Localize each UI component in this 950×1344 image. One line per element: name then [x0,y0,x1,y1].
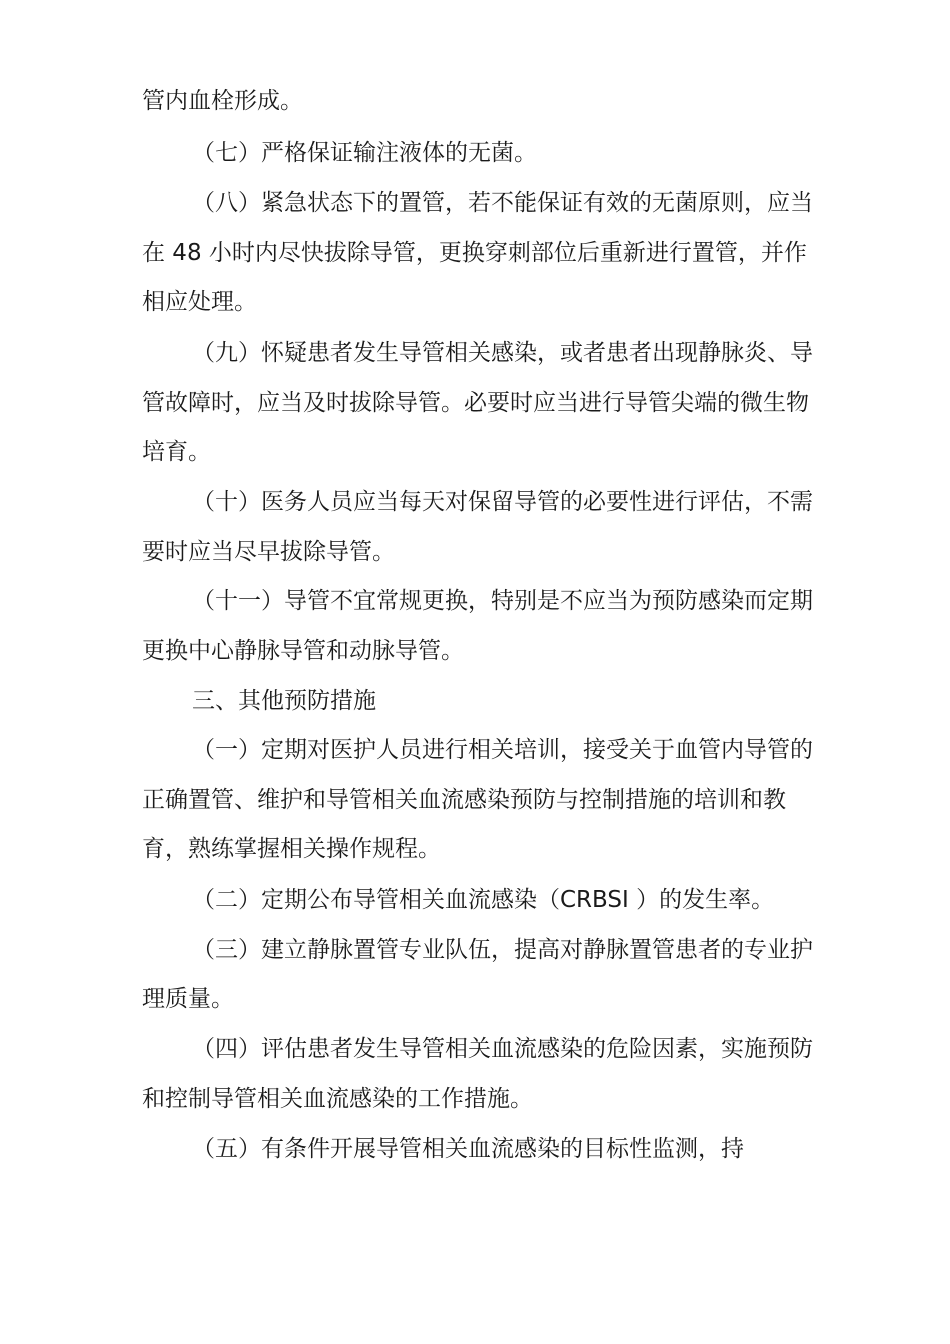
text-line: （五）有条件开展导管相关血流感染的目标性监测，持 [192,1136,744,1162]
text-line: 管故障时，应当及时拔除导管。必要时应当进行导管尖端的微生物 [142,390,809,416]
text-line: （十）医务人员应当每天对保留导管的必要性进行评估，不需 [192,489,813,515]
text-line: 正确置管、维护和导管相关血流感染预防与控制措施的培训和教 [142,787,786,813]
text-line: 育，熟练掌握相关操作规程。 [142,836,441,862]
text-line: 在 48 小时内尽快拔除导管，更换穿刺部位后重新进行置管，并作 [142,240,807,266]
text-line: （三）建立静脉置管专业队伍，提高对静脉置管患者的专业护 [192,937,813,963]
text-line: （四）评估患者发生导管相关血流感染的危险因素，实施预防 [192,1036,813,1062]
text-line: （八）紧急状态下的置管，若不能保证有效的无菌原则，应当 [192,190,813,216]
text-line: 相应处理。 [142,289,257,315]
text-line: 和控制导管相关血流感染的工作措施。 [142,1086,533,1112]
text-line: （七）严格保证输注液体的无菌。 [192,140,537,166]
text-line: 要时应当尽早拔除导管。 [142,539,395,565]
text-line: （十一）导管不宜常规更换，特别是不应当为预防感染而定期 [192,588,813,614]
text-line: 更换中心静脉导管和动脉导管。 [142,638,464,664]
text-line: （二）定期公布导管相关血流感染（CRBSI ）的发生率。 [192,887,775,913]
section-heading: 三、其他预防措施 [192,688,376,714]
text-line: （一）定期对医护人员进行相关培训，接受关于血管内导管的 [192,737,813,763]
text-line: 管内血栓形成。 [142,88,303,114]
text-line: 理质量。 [142,986,234,1012]
text-line: （九）怀疑患者发生导管相关感染，或者患者出现静脉炎、导 [192,340,813,366]
text-line: 培育。 [142,439,211,465]
